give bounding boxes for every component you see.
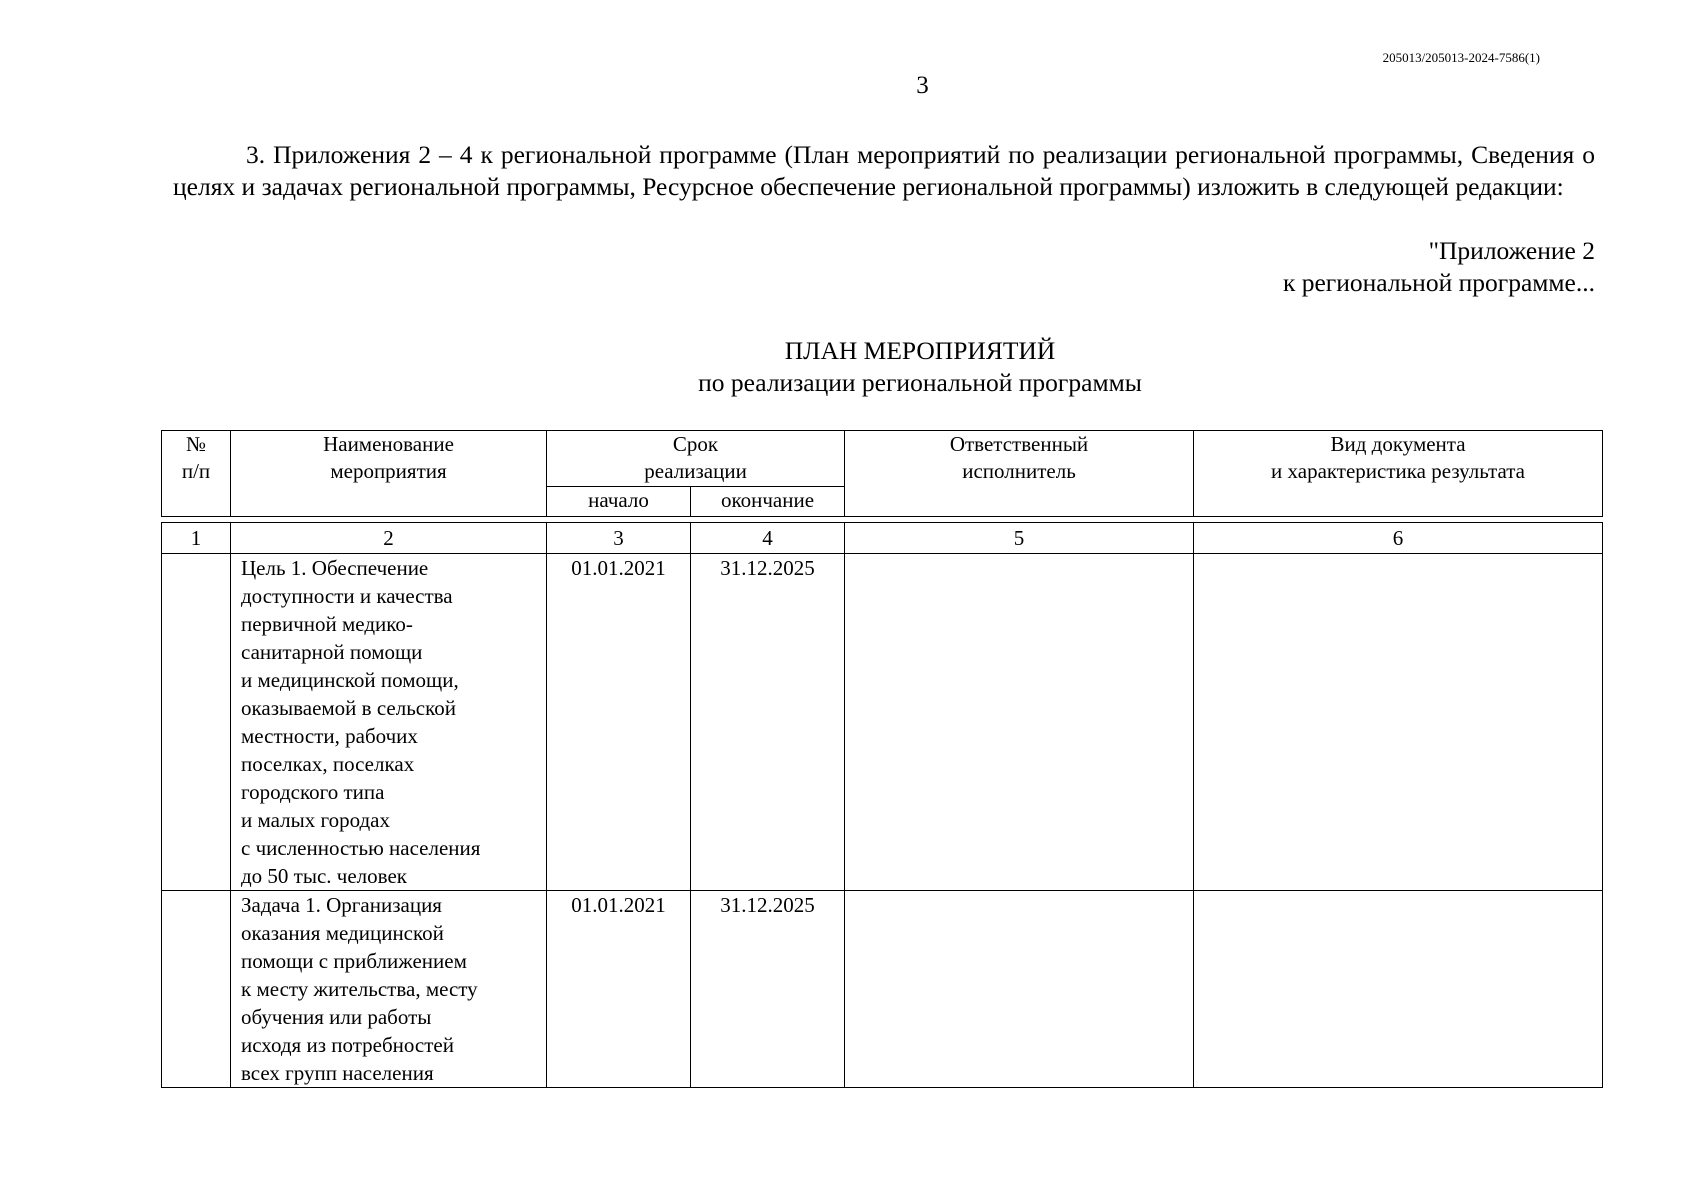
row-doc-type: [1194, 891, 1603, 1088]
column-number: 4: [691, 523, 845, 554]
column-number: 1: [162, 523, 231, 554]
plan-title: ПЛАН МЕРОПРИЯТИЙ: [784, 336, 1056, 365]
row-end-date: 31.12.2025: [691, 891, 845, 1088]
plan-table-body: [161, 522, 1603, 1088]
column-number: 2: [231, 523, 547, 554]
document-id: 205013/205013-2024-7586(1): [1382, 50, 1540, 65]
annex-line-1: "Приложение 2: [1428, 236, 1595, 265]
table-row: [162, 554, 1603, 891]
table-row: [162, 891, 1603, 1088]
header-start: начало: [547, 487, 691, 517]
header-doc-type: Вид документа и характеристика результата: [1194, 431, 1603, 517]
annex-line-2: к региональной программе...: [1282, 268, 1595, 297]
column-number: 3: [547, 523, 691, 554]
header-name: Наименование мероприятия: [231, 431, 547, 517]
annex-reference: [1000, 235, 1595, 299]
column-number: 6: [1194, 523, 1603, 554]
header-term: Срок реализации: [547, 431, 845, 487]
row-responsible: [845, 891, 1194, 1088]
row-start-date: 01.01.2021: [547, 554, 691, 891]
row-end-date: 31.12.2025: [691, 554, 845, 891]
header-num: № п/п: [162, 431, 231, 517]
header-responsible: Ответственный исполнитель: [845, 431, 1194, 517]
column-number-row: [162, 523, 1603, 554]
plan-heading: [160, 335, 1680, 399]
row-name: Задача 1. Организация оказания медицинской помощи с приближением к месту жительства, месту обучения или работы исходя из потребностей всех групп населения: [231, 891, 547, 1088]
page-number: 3: [916, 72, 929, 99]
column-number: 5: [845, 523, 1194, 554]
row-doc-type: [1194, 554, 1603, 891]
header-end: окончание: [691, 487, 845, 517]
plan-subtitle: по реализации региональной программы: [698, 368, 1142, 397]
row-num: [162, 554, 231, 891]
intro-paragraph: 3. Приложения 2 – 4 к региональной программе (План мероприятий по реализации региональной программы, Сведения о целях и задачах региональной программы, Ресурсное обеспечение региональной программы) изложить в следующей редакции:: [173, 140, 1595, 201]
row-responsible: [845, 554, 1194, 891]
plan-table-header: [161, 430, 1603, 517]
row-start-date: 01.01.2021: [547, 891, 691, 1088]
row-num: [162, 891, 231, 1088]
row-name: Цель 1. Обеспечение доступности и качества первичной медико- санитарной помощи и медицинской помощи, оказываемой в сельской местности, рабочих поселках, поселках городского типа и малых городах с численностью населения до 50 тыс. человек: [231, 554, 547, 891]
